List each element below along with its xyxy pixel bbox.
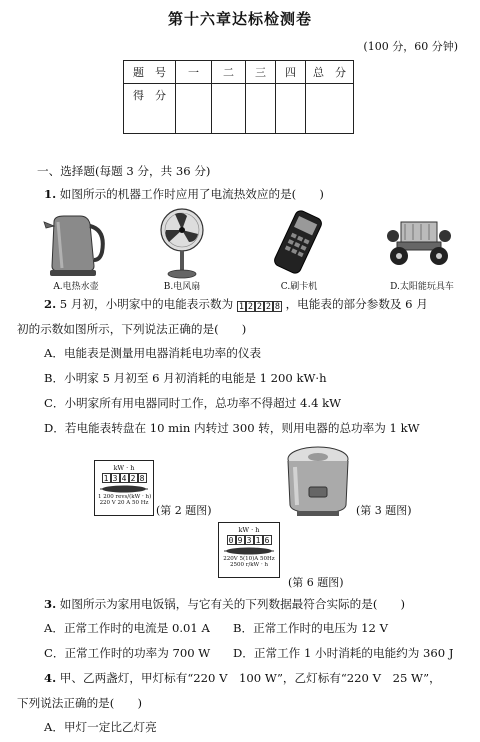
meter-spec: 220 V 20 A 50 Hz	[99, 500, 149, 506]
question-text: 初的示数如图所示，下列说法正确的是( )	[17, 322, 247, 336]
meter-digit: 2	[129, 473, 138, 483]
score-table-header: 一	[176, 61, 212, 84]
score-table-header: 二	[212, 61, 246, 84]
question-text: 如图所示的机器工作时应用了电流热效应的是( )	[59, 187, 324, 201]
meter-figure-q2	[94, 460, 154, 516]
question-number: 4.	[44, 671, 57, 685]
question-3	[44, 596, 405, 612]
meter-digit: 8	[138, 473, 147, 483]
meter-digit: 2	[265, 302, 271, 312]
meter-reading-inline	[237, 301, 282, 312]
caption-a: A.电热水壶	[53, 282, 99, 292]
meter-digit: 2	[247, 302, 253, 312]
meter-digit: 3	[111, 473, 120, 483]
question-text: 如图所示为家用电饭锅，与它有关的下列数据最符合实际的是( )	[59, 597, 406, 611]
score-label: 得 分	[124, 84, 176, 134]
question-1	[44, 186, 324, 202]
option-c: C．小明家所有用电器同时工作，总功率不得超过 4.4 kW	[44, 396, 342, 410]
meter-unit: kW · h	[238, 526, 260, 534]
page-title: 第十六章达标检测卷	[167, 10, 312, 28]
option-a: A．甲灯一定比乙灯亮	[44, 720, 157, 734]
meter-digits	[98, 473, 150, 483]
option-a: A．正常工作时的电流是 0.01 A	[44, 621, 210, 635]
score-cell[interactable]	[276, 84, 306, 134]
meter-disc-icon	[222, 546, 276, 556]
score-cell[interactable]	[212, 84, 246, 134]
section-heading: 一、选择题(每题 3 分，共 36 分)	[37, 164, 211, 178]
figure-caption: (第 2 题图)	[156, 504, 212, 517]
option-b: B．小明家 5 月初至 6 月初消耗的电能是 1 200 kW·h	[44, 371, 327, 385]
score-table-header: 四	[276, 61, 306, 84]
question-number: 3.	[44, 597, 57, 611]
meter-digit: 0	[227, 535, 236, 545]
question-text: 5 月初，小明家中的电能表示数为	[59, 297, 234, 311]
meter-figure-q6	[218, 522, 280, 578]
meter-digits	[222, 535, 276, 545]
question-2	[44, 296, 428, 312]
meter-digit: 1	[238, 302, 244, 312]
meter-spec: 2500 r/kW · h	[229, 562, 268, 568]
exam-info: (100 分，60 分钟)	[363, 40, 458, 53]
meter-unit: kW · h	[113, 464, 135, 472]
score-table-header: 总 分	[306, 61, 354, 84]
score-cell[interactable]	[246, 84, 276, 134]
meter-digit: 1	[254, 535, 263, 545]
card-reader-image	[264, 210, 332, 274]
score-table	[123, 60, 354, 134]
meter-digit: 3	[245, 535, 254, 545]
meter-digit: 1	[102, 473, 111, 483]
score-table-header: 题 号	[124, 61, 176, 84]
question-4	[44, 670, 441, 686]
meter-spec: 220V 5(10)A 50Hz	[223, 556, 275, 562]
solar-car-image	[383, 212, 455, 272]
meter-digit: 8	[274, 302, 280, 312]
meter-digit: 9	[236, 535, 245, 545]
kettle-image	[40, 208, 112, 278]
option-c: C．正常工作时的功率为 700 W	[44, 646, 211, 660]
option-d: D．正常工作 1 小时消耗的电能约为 360 J	[233, 646, 454, 660]
question-text: 下列说法正确的是( )	[17, 696, 142, 710]
question-number: 1.	[44, 187, 57, 201]
figure-caption: (第 3 题图)	[356, 504, 412, 517]
meter-digit: 6	[263, 535, 272, 545]
meter-spec: 1 200 revs/(kW · h)	[98, 494, 152, 500]
question-text: ，电能表的部分参数及 6 月	[285, 297, 428, 311]
option-a: A．电能表是测量用电器消耗电功率的仪表	[44, 346, 262, 360]
option-b: B．正常工作时的电压为 12 V	[233, 621, 388, 635]
score-cell[interactable]	[306, 84, 354, 134]
fan-image	[155, 206, 209, 280]
caption-d: D.太阳能玩具车	[390, 282, 454, 292]
rice-cooker-image	[283, 443, 353, 519]
score-table-header: 三	[246, 61, 276, 84]
meter-disc-icon	[98, 484, 150, 494]
meter-digit: 4	[120, 473, 129, 483]
caption-c: C.刷卡机	[280, 282, 318, 292]
question-text: 甲、乙两盏灯，甲灯标有“220 V 100 W”，乙灯标有“220 V 25 W”，	[59, 671, 441, 685]
option-d: D．若电能表转盘在 10 min 内转过 300 转，则用电器的总功率为 1 kW	[44, 421, 420, 435]
meter-digit: 2	[256, 302, 262, 312]
question-number: 2.	[44, 297, 57, 311]
figure-caption: (第 6 题图)	[288, 576, 344, 589]
score-cell[interactable]	[176, 84, 212, 134]
caption-b: B.电风扇	[163, 282, 201, 292]
